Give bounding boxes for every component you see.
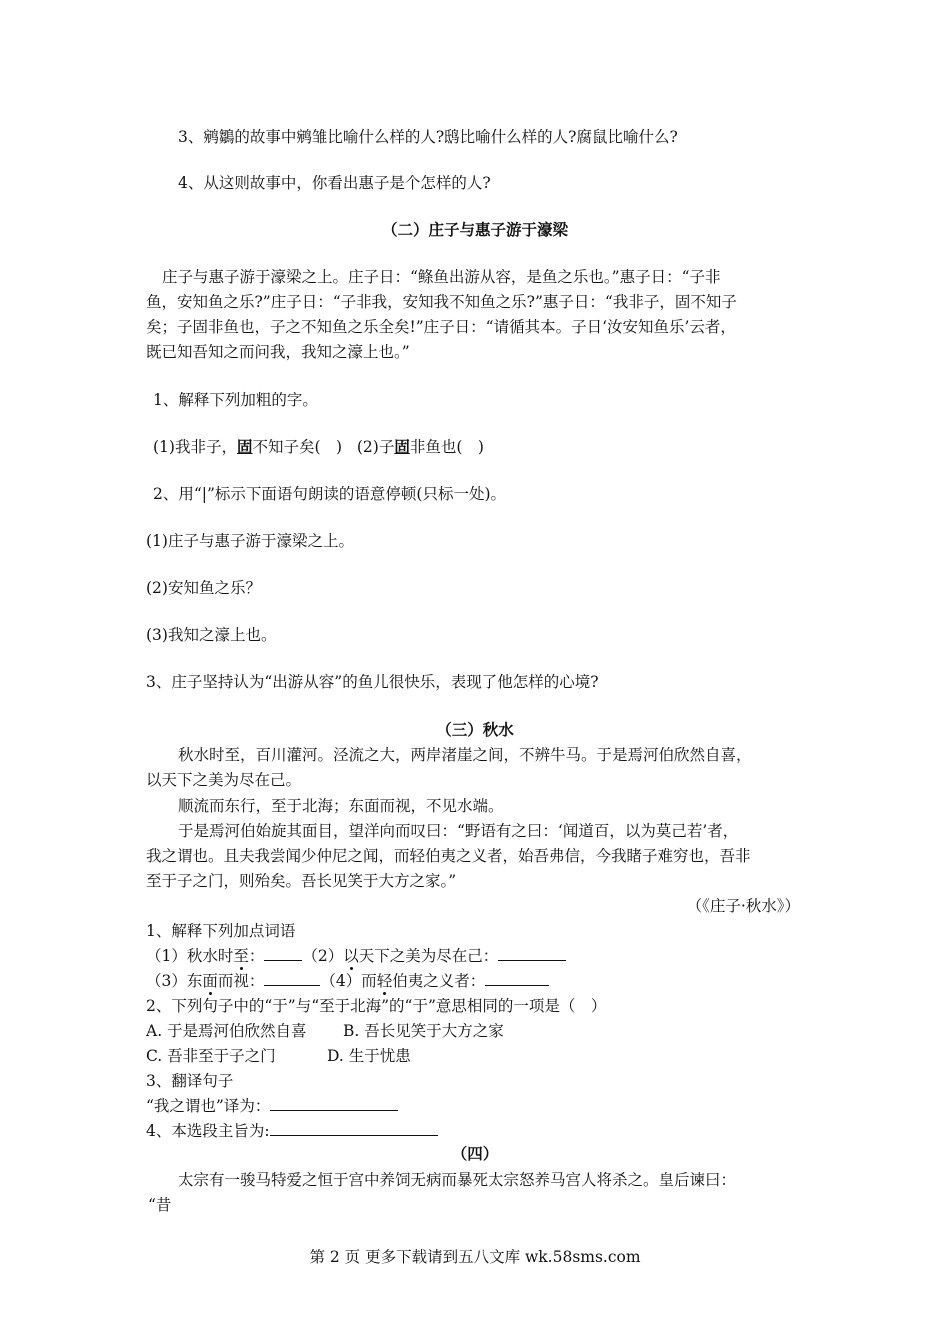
q1-a-pre: （1）秋水时 [146, 947, 234, 965]
q1-a-post: ： [248, 947, 265, 965]
option-a: A. 于是焉河伯欣然自喜 [146, 1022, 307, 1040]
theme-answer-blank[interactable] [270, 1121, 438, 1136]
question-2-item-1: (1)庄子与惠子游于濠梁之上。 [146, 532, 354, 550]
q1-d-dotted-word: 轻 [376, 972, 393, 990]
option-d: D. 生于忧患 [327, 1047, 411, 1065]
q1-c-dotted-word: 面 [202, 972, 218, 990]
question-2-item-2: (2)安知鱼之乐？ [146, 579, 261, 597]
q1-item-1-bold-char: 固 [236, 437, 253, 456]
section-3-question-1-row-2 [146, 970, 549, 992]
q1-d-post: 伯夷之义者： [392, 972, 486, 990]
theme-prompt: 4、本选段主旨为: [146, 1122, 270, 1140]
q1-c-post: 而视： [217, 972, 265, 990]
section-2-title: （二）庄子与惠子游于濠梁 [381, 220, 568, 239]
section-3-title: （三）秋水 [436, 720, 514, 739]
question-4-huizi: 4、从这则故事中，你看出惠子是个怎样的人? [178, 174, 491, 192]
q1-item-2-pre: (2)子 [356, 438, 395, 456]
passage-3-line-5: 我之谓也。且夫我尝闻少仲尼之闻，而轻伯夷之义者，始吾弗信，今我睹子难穷也，吾非 [146, 847, 751, 865]
section-3-question-3-item [146, 1095, 398, 1117]
passage-3-line-1: 秋水时至，百川灌河。泾流之大，两岸渚崖之间，不辨牛马。于是焉河伯欣然自喜， [178, 746, 752, 764]
page-footer: 第 2 页 更多下载请到五八文库 wk.58sms.com [309, 1248, 641, 1266]
section-3-question-3: 3、翻译句子 [146, 1072, 234, 1090]
passage-3-line-3: 顺流而东行，至于北海；东面而视，不见水端。 [178, 797, 504, 815]
q1-b-dotted-word: 以 [343, 947, 359, 965]
q1-d-pre: （4）而 [320, 972, 377, 990]
section-4-title: （四） [451, 1144, 499, 1163]
passage-3-line-2: 以天下之美为尽在己。 [146, 771, 302, 789]
q1-a-dotted-word: 至 [233, 947, 249, 965]
q1-item-1-post: 不知子矣( ) [252, 438, 343, 456]
question-3-yuanchu: 3、鹓鶵的故事中鹓雏比喻什么样的人?鸱比喻什么样的人?腐鼠比喻什么? [178, 128, 678, 146]
passage-2-line-4: 既已知吾知之而问我，我知之濠上也。” [146, 343, 410, 361]
section-2-question-1: 1、解释下列加粗的字。 [153, 391, 318, 409]
passage-3-line-4: 于是焉河伯始旋其面目，望洋向而叹曰：“野语有之曰：‘闻道百，以为莫己若’者， [178, 822, 739, 840]
passage-2-line-2: 鱼，安知鱼之乐?”庄子日：“子非我，安知我不知鱼之乐?”惠子日：“我非子，固不知子 [146, 293, 737, 311]
q1-a-answer-blank[interactable] [264, 946, 302, 961]
q1-item-2-post: 非鱼也( ) [409, 438, 484, 456]
option-b: B. 吾长见笑于大方之家 [343, 1022, 504, 1040]
q1-d-answer-blank[interactable] [485, 971, 549, 986]
q1-item-2-bold-char: 固 [394, 437, 410, 456]
section-2-question-3: 3、庄子坚持认为“出游从容”的鱼儿很快乐，表现了他怎样的心境? [146, 673, 599, 691]
passage-3-line-6: 至于子之门，则殆矣。吾长见笑于大方之家。” [146, 872, 457, 890]
option-c: C. 吾非至于子之门 [146, 1047, 276, 1065]
section-3-question-1: 1、解释下列加点词语 [146, 922, 296, 940]
translate-answer-blank[interactable] [270, 1096, 398, 1111]
passage-2-line-1: 庄子与惠子游于濠梁之上。庄子日：“鲦鱼出游从容，是鱼之乐也。”惠子日：“子非 [162, 268, 721, 286]
section-3-question-2: 2、下列句子中的“于”与“至于北海”的“于”意思相同的一项是（ ） [146, 997, 607, 1015]
q1-c-pre: （3）东 [146, 972, 203, 990]
passage-4-line-2: “昔 [148, 1196, 172, 1214]
passage-2-line-3: 矣；子固非鱼也，子之不知鱼之乐全矣!”庄子日：“请循其本。子日‘汝安知鱼乐’云者， [146, 318, 736, 336]
passage-4-line-1: 太宗有一骏马特爱之恒于宫中养饲无病而暴死太宗怒养马宫人将杀之。皇后谏曰： [178, 1171, 737, 1189]
q1-item-1-pre: (1)我非子， [153, 438, 237, 456]
q1-c-answer-blank[interactable] [264, 971, 320, 986]
q1-b-post: 天下之美为尽在己： [358, 947, 499, 965]
section-3-question-1-row-1 [146, 945, 566, 967]
translate-prompt: “我之谓也”译为： [146, 1097, 271, 1115]
section-2-question-1-items [153, 436, 484, 458]
section-3-question-4 [146, 1120, 438, 1142]
question-2-item-3: (3)我知之濠上也。 [146, 626, 277, 644]
q1-b-pre: （2） [302, 947, 344, 965]
passage-source: （《庄子·秋水》） [686, 897, 800, 915]
section-2-question-2: 2、用“|”标示下面语句朗读的语意停顿(只标一处)。 [153, 485, 507, 503]
q1-b-answer-blank[interactable] [498, 946, 566, 961]
